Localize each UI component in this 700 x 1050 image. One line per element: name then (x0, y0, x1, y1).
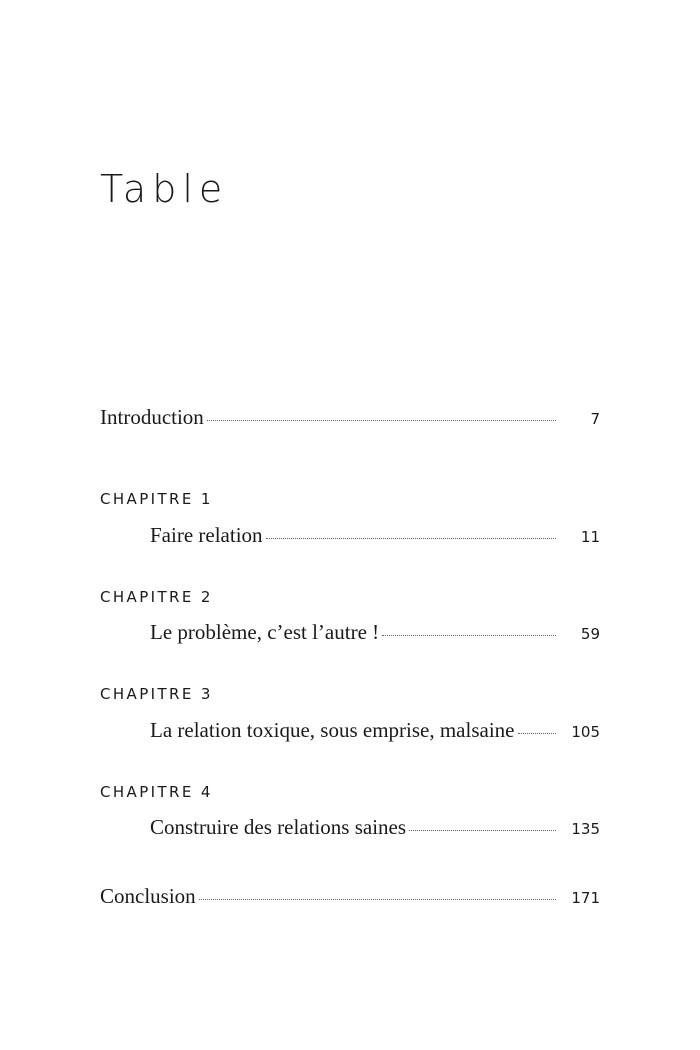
dot-leader (207, 420, 556, 421)
toc-page-number: 105 (571, 723, 600, 741)
dot-leader (266, 538, 556, 539)
dot-leader (518, 733, 557, 734)
toc-entry-introduction[interactable] (100, 405, 600, 435)
toc-entry-chapter-2[interactable] (150, 620, 600, 650)
dot-leader (382, 635, 556, 636)
toc-entry-chapter-1[interactable] (150, 523, 600, 553)
chapter-heading: CHAPITRE 3 (100, 685, 213, 703)
toc-page-number: 7 (590, 410, 600, 428)
toc-entry-conclusion[interactable] (100, 884, 600, 914)
toc-page-number: 59 (580, 625, 600, 643)
toc-page-number: 171 (571, 889, 600, 907)
dot-leader (409, 830, 556, 831)
toc-entry-label: Construire des relations saines (150, 815, 407, 839)
toc-entry-label: Faire relation (150, 523, 263, 547)
toc-entry-label: Conclusion (100, 884, 196, 908)
toc-page-number: 135 (571, 820, 600, 838)
chapter-heading: CHAPITRE 2 (100, 588, 213, 606)
toc-page-number: 11 (580, 528, 600, 546)
page-title: Table (100, 167, 229, 211)
toc-entry-chapter-4[interactable] (150, 815, 600, 845)
toc-entry-chapter-3[interactable] (150, 718, 600, 748)
chapter-heading: CHAPITRE 4 (100, 783, 213, 801)
toc-entry-label: Le problème, c’est l’autre ! (150, 620, 380, 644)
toc-entry-label: La relation toxique, sous emprise, malsaine (150, 718, 515, 742)
toc-entry-label: Introduction (100, 405, 204, 429)
chapter-heading: CHAPITRE 1 (100, 490, 213, 508)
dot-leader (199, 899, 556, 900)
